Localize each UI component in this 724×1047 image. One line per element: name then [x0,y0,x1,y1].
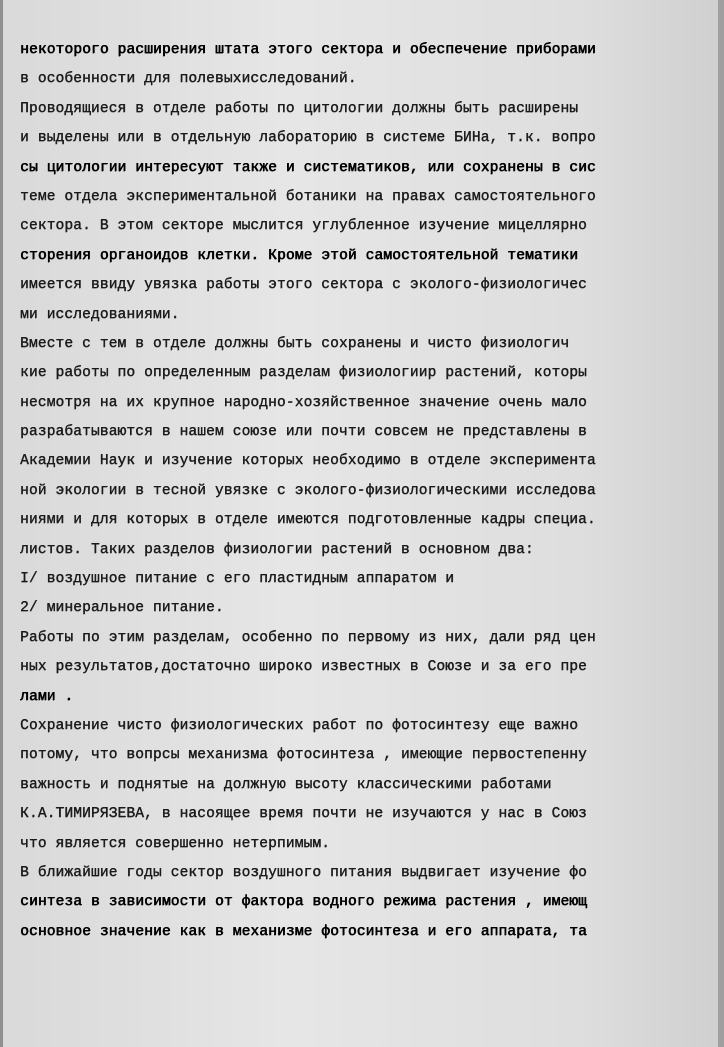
text-line: Вместе с тем в отделе должны быть сохранены и чисто физиологич [20,335,570,352]
text-line: разрабатываются в нашем союзе или почти совсем не представлены в [20,424,587,441]
text-line: важность и поднятые на должную высоту классическими работами [20,776,552,793]
text-line: К.А.ТИМИРЯЗЕВА, в насоящее время почти не изучаются у нас в Союз [20,806,587,823]
text-line: теме отдела экспериментальной ботаники на правах самостоятельного [20,188,596,205]
text-line: ной экологии в тесной увязке с эколого-физиологическими исследова [20,482,596,499]
text-line: сектора. В этом секторе мыслится углубленное изучение мицеллярно [20,218,587,235]
text-line: Академии Наук и изучение которых необходимо в отделе эксперимента [20,453,596,470]
text-line: кие работы по определенным разделам физиологиир растений, которы [20,365,587,382]
page-left-edge [0,0,3,1047]
text-line: имеется ввиду увязка работы этого сектора с эколого-физиологичес [20,277,587,294]
text-line: Сохранение чисто физиологических работ по фотосинтезу еще важно [20,717,579,734]
text-line: что является совершенно нетерпимым. [20,835,331,852]
text-line: несмотря на их крупное народно-хозяйственное значение очень мало [20,394,587,411]
text-line: основное значение как в механизме фотосинтеза и его аппарата, та [20,923,587,940]
text-line: сторения органоидов клетки. Кроме этой самостоятельной тематики [20,247,579,264]
text-line: сы цитологии интересуют также и систематиков, или сохранены в сис [20,159,596,176]
text-line: листов. Таких разделов физиологии растений в основном два: [20,541,534,558]
text-line: некоторого расширения штата этого сектора и обеспечение приборами [20,42,596,58]
text-line: лами . [20,688,74,705]
text-line: I/ воздушное питание с его пластидным аппаратом и [20,571,455,588]
typewritten-text [20,36,724,947]
text-line: и выделены или в отдельную лабораторию в системе БИНа, т.к. вопро [20,130,596,147]
text-line: синтеза в зависимости от фактора водного режима растения , имеющ [20,894,587,911]
page-right-edge [718,0,724,1047]
text-line: потому, что вопрсы механизма фотосинтеза , имеющие первостепенну [20,747,587,764]
text-line: ми исследованиями. [20,306,180,323]
text-line: в особенности для полевыхисследований. [20,71,357,88]
text-line: В ближайшие годы сектор воздушного питания выдвигает изучение фо [20,864,587,881]
text-line: Работы по этим разделам, особенно по первому из них, дали ряд цен [20,629,596,646]
text-line: ных результатов,достаточно широко известных в Союзе и за его пре [20,659,587,676]
text-line: Проводящиеся в отделе работы по цитологии должны быть расширены [20,100,579,117]
text-line: 2/ минеральное питание. [20,600,224,617]
text-line: ниями и для которых в отделе имеются подготовленные кадры специа. [20,512,596,529]
